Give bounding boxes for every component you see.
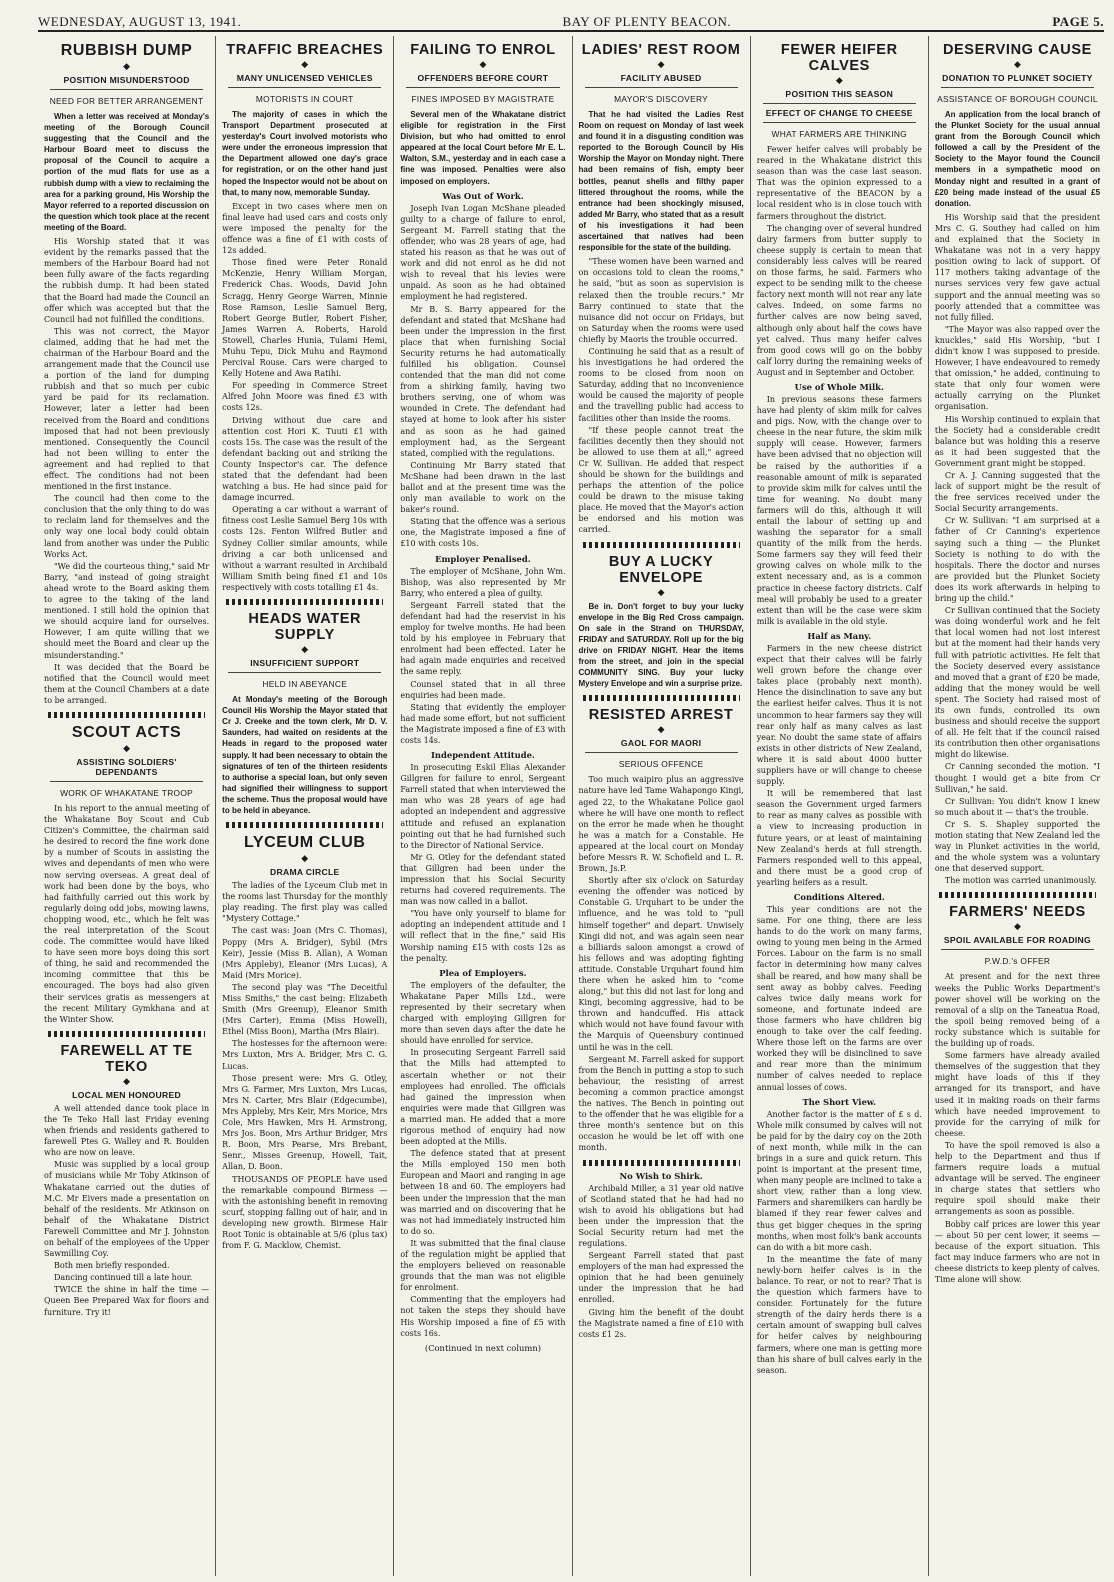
paragraph: "If these people cannot treat the facilities decently then they should not be allowed to use them at all," agreed Cr W. Sullivan. He added that respect should be shown for the buildings and perhaps the attention of the police could be drawn to the misuse taking place. He moved that the Mayor's action be endorsed and his motion was carried. (578, 425, 744, 535)
paragraph: "You have only yourself to blame for adopting an independent attitude and I will reflect that in the fine," said His Worship naming £15 with costs 12s as the penalty. (400, 909, 566, 963)
section-title: Conditions Altered. (793, 892, 885, 902)
paragraph: Too much waipiro plus an aggressive nature have led Tame Wahapongo Kingi, aged 22, to the Whakatane Police gaol where he will have one month to reflect on the error he made when he thought he was a match for a Constable. He appeared at the local court on Monday before Messrs R. W. Schofield and L. R. Brown, Js.P. (578, 775, 744, 874)
subheadline: ASSISTING SOLDIERS' DEPENDANTS (76, 756, 177, 777)
paragraph: The ladies of the Lyceum Club met in the rooms last Thursday for the monthly play reading. The first play was called "Mystery Cottage." (222, 881, 388, 924)
masthead (38, 4, 1104, 32)
paragraph: This year conditions are not the same. For one thing, there are less hands to do the work on many farms, owing to young men being in the Armed Forces. Labour on the farm is no small factor in determining how many calves shall be reared, and how many shall be sent away as bobby calves. Feeding calves twice daily means work for someone, and fortunate indeed are those farmers who have children big enough to take over the calf feeding. Where those left on the farms are over worked they will be disinclined to save and rear more than the minimum number of calves needed to replace annual losses of cows. (756, 905, 922, 1092)
column-3 (394, 36, 572, 1576)
paragraph: Continuing he said that as a result of his investigations he had ordered the rooms to be closed from noon on Saturday, adding that no inconvenience would be caused the majority of people and the travelling public had access to facilities other than inside the rooms. (578, 346, 744, 423)
article (44, 712, 209, 1025)
headline-dash: ◆ (123, 743, 131, 754)
paragraph: It was decided that the Board be notified that the Council would meet them at the Council Chambers at a date to be arranged. (44, 662, 210, 705)
paragraph: Commenting that the employers had not taken the steps they should have His Worship imposed a fine of £5 with costs 16s. (400, 1295, 566, 1338)
paragraph: To have the spoil removed is also a help to the Department and thus if farmers require loads a mutual advantage will be served. The engineer in charge states that settlers who require spoil should make their arrangements as soon as possible. (934, 1140, 1101, 1217)
paragraph: Cr Sullivan continued that the Society was doing wonderful work and he felt that local women had not lost interest but at the moment had their hands very full with patriotic activities. He felt that the Society deserved every assistance and moved that a grant of £20 be made, adding that the money would be well spent. The Society had raised most of its own funds, controlled its own business and should receive the support of all. He felt that if the council raised its contribution then other organisations might do likewise. (934, 606, 1101, 760)
deck: FINES IMPOSED BY MAGISTRATE (411, 94, 555, 104)
issue-date: WEDNESDAY, AUGUST 13, 1941. (38, 14, 242, 29)
section-divider (226, 599, 383, 605)
column-4 (573, 36, 751, 1576)
section-title: Half as Many. (807, 630, 872, 641)
paragraph: It will be remembered that last season the Government urged farmers to rear as many calves as possible with a view to increasing production in future years, or at least of maintaining New Zealand's herds at full strength. Farmers responded well to this appeal, and there must be a good crop of yearling heifers as a result. (756, 789, 922, 887)
article (222, 42, 387, 593)
headline: RUBBISH DUMP (60, 42, 193, 59)
rule (406, 87, 559, 88)
paragraph: Cr S. S. Shapley supported the motion stating that New Zealand led the way in Plunket activities in the world, and the whole system was a voluntary one that deserved support. (934, 819, 1101, 874)
paragraph: Driving without due care and attention cost Hori K. Tuuti £1 with costs 15s. The case was the result of the defendant backing out and striking the County Inspector's car. The defence stated that the defendant had been watching a bus. He had since paid for damage incurred. (222, 415, 388, 503)
headline: FARMERS' NEEDS (949, 904, 1086, 921)
section-divider (583, 542, 740, 548)
article (579, 1160, 744, 1340)
section-title: No Wish to Shirk. (619, 1170, 703, 1181)
subheadline: SPOIL AVAILABLE FOR ROADING (943, 935, 1092, 946)
deck: HELD IN ABEYANCE (262, 679, 348, 690)
paragraph: Farmers in the new cheese district expect that their calves will be fairly well grown before the change over takes place (probably next month). Hence the disinclination to save any but the earliest heifer calves. Thus it is not uncommon to hear farmers say they will rear only half as many calves as last year. No doubt the same state of affairs exists in other districts of New Zealand, where it is said about 4000 butter suppliers have or will change to cheese supply. (756, 643, 922, 787)
paragraph: Stating that evidently the employer had made some effort, but not sufficient the Magistrate imposed a fine of £3 with costs 14s. (400, 702, 566, 745)
paragraph: Except in two cases where men on final leave had used cars and costs only were imposed the penalty for the offence was a fine of £1 with costs of 12s added. (222, 201, 388, 256)
headline-dash: ◆ (301, 60, 309, 70)
subheadline: POSITION MISUNDERSTOOD (63, 75, 190, 85)
lead-paragraph: The majority of cases in which the Transport Department prosecuted at yesterday's Court involved motorists who were under the erroneous impression that the Department allowed one day's grace for registration, or on the other hand just hoped the Inspector would not be about on that, to many now, memorable Sunday. (222, 110, 388, 197)
section-divider (583, 695, 740, 701)
paragraph: Operating a car without a warrant of fitness cost Leslie Samuel Berg 10s with costs 12s. Fenton Wilfred Butler and Sydney Collier similar amounts, while driving a car both unlicensed and without a warrant resulted in Archibald William Smith being fined £1 and 10s respectively with costs totalling £1 4s. (222, 505, 388, 592)
article (579, 695, 744, 1153)
headline: SCOUT ACTS (71, 723, 182, 741)
section-title: Use of Whole Milk. (794, 381, 884, 392)
column-6 (929, 36, 1106, 1576)
subheadline: DONATION TO PLUNKET SOCIETY (942, 73, 1093, 83)
deck: NEED FOR BETTER ARRANGEMENT (49, 96, 204, 106)
headline-dash: ◆ (1013, 922, 1021, 933)
headline-dash: ◆ (123, 1076, 131, 1087)
page-number: PAGE 5. (1052, 14, 1104, 29)
headline: HEADS WATER SUPPLY (248, 611, 362, 644)
article (757, 42, 922, 1376)
section-title: Plea of Employers. (439, 967, 527, 978)
paragraph: In prosecuting Sergeant Farrell said that the Mills had attempted to ascertain whether or not their employees had enrolled. The officials had gained the impression when enquiries were made that Gillgren was a married man. He added that a more rigorous method of enquiry had now been adopted at the Mills. (400, 1048, 566, 1147)
headline: FAILING TO ENROL (410, 42, 556, 58)
paragraph: Another factor is the matter of £ s d. Whole milk consumed by calves will not be paid for by the dairy coy on the 20th of next month, while milk in the can brings in a sure and quick return. This point is important at the present time, when many people are inclined to take a short view, rather than a long view. Farmers and sharemilkers can hardly be blamed if they rear fewer calves and thus get bigger cheques in the spring months, when most folk's bank accounts can do with a bit more cash. (756, 1109, 922, 1252)
paragraph: In prosecuting Eskil Elias Alexander Gillgren for failure to enrol, Sergeant Farrell stated that when interviewed the man who was 28 years of age had adopted an independent and aggressive attitude and refused an explanation pointing out that he had furnished such to the Director of National Service. (400, 763, 566, 850)
article (579, 42, 744, 536)
rule (50, 89, 203, 90)
headline-dash: ◆ (301, 645, 309, 656)
paragraph: Bobby calf prices are lower this year — about 50 per cent lower, it seems — because of the export situation. This fact may induce farmers who are not in cheese districts to keep plenty of calves. Time alone will show. (934, 1219, 1101, 1284)
deck: P.W.D.'s OFFER (984, 956, 1051, 967)
deck: WHAT FARMERS ARE THINKING (771, 129, 907, 139)
subheadline: FACILITY ABUSED (620, 73, 702, 83)
paragraph: At present and for the next three weeks the Public Works Department's power shovel will be working on the removal of a slip on the Taneatua Road, the spoil being removed being of a rocky substance which is suitable for the building up of roads. (934, 972, 1101, 1049)
paragraph: Those fined were Peter Ronald McKenzie, Henry William Morgan, Frederick Chas. Woods, David John Scragg, Henry George Warren, Minnie Rose Ramson, Leslie Samuel Berg, Robert George Butler, Robert Fisher, James Warren A. Roberts, Harold Stowell, Charles Hunia, Tulami Hemi, Muhu Tepu, Dick Muhu and Raymond Percival Rouse. Cars were charged to Kelly Hotene and Awa Ratihi. (222, 258, 388, 379)
paragraph: Fewer heifer calves will probably be reared in the Whakatane district this season than was the case last season. That was the opinion expressed to a representative of the BEACON by a local resident who is in close touch with farmers throughout the district. (756, 145, 922, 221)
paragraph: The cast was: Joan (Mrs C. Thomas), Poppy (Mrs A. Bridger), Sybil (Mrs Keir), Jessie (Miss B. Allan), A Woman (Mrs Appleby), Eleanor (Mrs Lucas), A Maid (Mrs Morice). (222, 926, 388, 980)
section-divider (48, 1031, 205, 1037)
paragraph: A well attended dance took place in the Te Teko Hall last Friday evening when friends and residents gathered to farewell Ptes G. Walley and R. Boulden who are now on leave. (44, 1103, 210, 1158)
article (935, 42, 1100, 886)
paragraph: The hostesses for the afternoon were: Mrs Luxton, Mrs A. Bridger, Mrs C. G. Lucas. (222, 1039, 388, 1071)
deck: WORK OF WHAKATANE TROOP (60, 787, 194, 798)
paragraph: Archibald Miller, a 31 year old native of Scotland stated that he had had no wish to avoid his obligations but had been under the impression that the Social Security return had met the regulations. (578, 1183, 744, 1248)
paragraph: The second play was "The Deceitful Miss Smiths," the cast being: Elizabeth Smith (Mrs Greenup), Eleanor Smith (Mrs Carter), Emma (Miss Howell), Ethel (Miss Boon), Martha (Mrs Blair). (222, 982, 388, 1037)
headline-dash: ◆ (301, 854, 309, 865)
headline-dash: ◆ (657, 587, 665, 598)
lead-paragraph: Several men of the Whakatane district eligible for registration in the First Division, but who had omitted to enrol appeared at the local Court before Mr E. L. Walton, S.M., yesterday and in each case a fine was imposed. Penalties were also imposed on employers. (400, 110, 566, 186)
headline-dash: ◆ (1013, 60, 1021, 70)
headline: DESERVING CAUSE (942, 42, 1092, 58)
headline-dash: ◆ (479, 60, 487, 70)
headline: LADIES' REST ROOM (581, 42, 741, 58)
paragraph: His Worship stated that it was evident by the remarks passed that the members of the Harbour Board had not been fully aware of the facts regarding the rubbish dump. It had been stated that the Board had made the Council an offer which was accepted but that the Council had not fulfilled the conditions. (44, 237, 210, 324)
paragraph: The defence stated that at present the Mills employed 150 men both European and Maori and ranging in age between 18 and 60. The employers had been under the impression that the man was married and on discovering that he was not had immediately instructed him to do so. (400, 1149, 566, 1236)
rule (228, 87, 381, 88)
paragraph: Mr B. S. Barry appeared for the defendant and stated that McShane had been under the impression in the first place that when furnishing Social Security returns he had automatically fulfilled his obligation. Counsel contended that the man did not come from a shirking family, having two brothers serving, one of whom was wounded in Crete. The defendant had stayed at home to look after his sister and as soon as he had gained employment had, as the Sergeant stated, complied with the regulations. (400, 304, 566, 458)
section-divider (583, 1160, 740, 1166)
section-title: The Short View. (802, 1096, 877, 1107)
paragraph: Cr A. J. Canning suggested that the lack of support might be the result of the free services received under the Social Security arrangements. (934, 471, 1101, 514)
headline: FEWER HEIFER CALVES (780, 42, 898, 74)
paragraph: Some farmers have already availed themselves of the suggestion that they might have loads of this if they arranged for its transport, and have used it in making roads on their farms which have needed improvement to provide for the carrying of milk for cheese. (934, 1051, 1101, 1138)
paragraph: TWICE the shine in half the time — Queen Bee Prepared Wax for floors and furniture. Try it! (44, 1285, 210, 1317)
headline: BUY A LUCKY ENVELOPE (608, 553, 714, 586)
paragraph: The changing over of several hundred dairy farmers from butter supply to cheese supply is certain to mean that considerably less calves will be reared on those farms, he said. Farmers who expect to be sending milk to the cheese factory next month will not rear any late calves. Indeed, on some farms no further calves are now being saved, although only about half the cows have yet calved. Thus many heifer calves from good cows will go on the bobby calf lorry during the remaining weeks of August and in September and October. (756, 223, 922, 377)
paragraph: Cr Sullivan: You didn't know I knew so much about it — that's the trouble. (934, 796, 1101, 817)
paragraph: Counsel stated that in all three enquiries had been made. (400, 679, 566, 700)
deck: SERIOUS OFFENCE (618, 759, 704, 770)
paragraph: Cr Canning seconded the motion. "I thought I would get a bite from Cr Sullivan," he said. (934, 762, 1101, 794)
paragraph: His Worship said that the president Mrs C. G. Southey had called on him and explained that the Society in Whakatane was not in a very happy position owing to lack of support. Of 117 mothers taking advantage of the nurses services very few gave actual support and the annual meeting was so poorly attended that a committee was not fully filled. (934, 212, 1101, 322)
paragraph: THOUSANDS OF PEOPLE have used the remarkable compound Birmess — with the astonishing benefit in removing scurf, stopping falling out of hair, and in developing new growth. Birmese Hair Root Tonic is obtainable at 5/6 (plus tax) from F. G. Macklow, Chemist. (222, 1174, 388, 1251)
paragraph: Giving him the benefit of the doubt the Magistrate named a fine of £10 with costs £1 2s. (578, 1307, 744, 1339)
article (222, 822, 387, 1251)
paragraph: Sergeant Farrell stated that past employers of the man had expressed the opinion that he had been genuinely under the impression that he had enrolled. (578, 1251, 744, 1305)
headline: FAREWELL AT TE TEKO (60, 1042, 193, 1075)
lead-paragraph: That he had visited the Ladies Rest Room on request on Monday of last week and found it in a disgusting condition was reported to the Borough Council by His Worship the Mayor on Monday night. There had been remains of fish, empty beer bottles, peanut shells and filthy paper littered throughout the rooms, while the entrance had been shockingly misused, added Mr Barry, who stated that as a result of his investigations it had been ascertained that natives had been responsible for the state of the building. (578, 110, 744, 253)
rule (763, 103, 916, 104)
article (44, 1031, 209, 1318)
continued-note: (Continued in next column) (424, 1342, 542, 1353)
article (400, 42, 565, 1353)
paper-name: BAY OF PLENTY BEACON. (562, 14, 732, 29)
paragraph: Sergeant M. Farrell asked for support from the Bench in putting a stop to such behaviour, the resisting of arrest becoming a common practice amongst the natives. The Bench in pointing out to the offender that he was eligible for a three month's sentence but on this occasion he would be let off with one month. (578, 1054, 744, 1153)
rule (585, 87, 738, 88)
subheadline: INSUFFICIENT SUPPORT (250, 658, 360, 669)
paragraph: Joseph Ivan Logan McShane pleaded guilty to a charge of failure to enrol, Sergeant M. Farrell stating that the offender, who was 28 years of age, had stated his reason as that he was out of work and did not enrol as he did not wish to reveal that his levies were unpaid. As soon as he had obtained employment he had registered. (400, 203, 566, 302)
paragraph: "The Mayor was also rapped over the knuckles," said His Worship, "but I didn't know I was supposed to preside. However, I have endeavoured to remedy that omission," he added, continuing to state that only four women were actually carrying on the Plunket organisation. (934, 324, 1101, 412)
article (222, 599, 387, 816)
rule (585, 752, 738, 753)
rule (228, 672, 381, 673)
headline-dash: ◆ (835, 76, 843, 86)
subheadline: OFFENDERS BEFORE COURT (417, 73, 549, 83)
deck: MAYOR'S DISCOVERY (614, 94, 709, 104)
paragraph: For speeding in Commerce Street Alfred John Moore was fined £3 with costs 12s. (222, 381, 388, 413)
headline-dash: ◆ (123, 62, 131, 72)
article (579, 542, 744, 690)
article (44, 42, 209, 706)
paragraph: Continuing Mr Barry stated that McShane had been drawn in the last ballot and at the present time was the only man available to work on the baker's round. (400, 460, 566, 515)
paragraph: "These women have been warned and on occasions told to clean the rooms," he said, "but as soon as supervision is relaxed then the trouble recurs." Mr Barry continued to state that the nuisance did not occur on Fridays, but on Saturday when the rooms were used chiefly by Maoris the trouble occurred. (578, 257, 744, 344)
paragraph: Mr G. Otley for the defendant stated that Gillgren had been under the impression that his Social Security returns had covered requirements. The man was now called in a ballot. (400, 852, 566, 907)
deck: MOTORISTS IN COURT (255, 94, 354, 104)
paragraph: The motion was carried unanimously. (944, 876, 1097, 886)
subheadline: LOCAL MEN HONOURED (72, 1089, 181, 1100)
paragraph: In previous seasons these farmers have had plenty of skim milk for calves and pigs. Now, with the change over to cheese in the near future, the skim milk supply will cease. However, farmers have been advised that no objection will be raised by the authorities if a reasonable amount of milk is separated to provide skim milk for calves until the time for weaning. No doubt many farmers will do this, although it will entail the labour of setting up and washing the separator for a small quantity of the milk from the herds. Some farmers say they will feed their growing calves on whole milk to the extent necessary and, as is a common practice in cheese factory districts. Calf meal will probably be used to a greater extent than will be the case were skim milk is available in the old style. (756, 394, 922, 626)
headline-dash: ◆ (657, 725, 665, 736)
subheadline: POSITION THIS SEASON (785, 89, 894, 99)
paragraph: Both men briefly responded. (54, 1261, 170, 1271)
headline: TRAFFIC BREACHES (226, 42, 384, 58)
rule (50, 781, 203, 782)
paragraph: Sergeant Farrell stated that the defendant had had the reservist in his employ for twelve months. He had been told by his employee in February that enrolment had been effected. Later he had again made enquiries and received the same reply. (400, 600, 566, 677)
lead-paragraph: Be in. Don't forget to buy your lucky envelope in the Big Red Cross campaign. On sale in the Strand on THURSDAY, FRIDAY and SATURDAY. Roll up for the big drive on FRIDAY NIGHT. Hear the items from the street, and join in the special COMMUNITY SING. Buy your lucky Mystery Envelope and win a surprise prize. (578, 601, 744, 689)
section-title: Independent Attitude. (431, 750, 535, 761)
headline: RESISTED ARREST (588, 707, 734, 724)
paragraph: His Worship continued to explain that the Society had a considerable credit balance but was holding this a reserve as it had been suggested that the Government grant might be stopped. (934, 414, 1101, 468)
lead-paragraph: When a letter was received at Monday's meeting of the Borough Council suggesting that the Council and the Harbour Board meet to discuss the proposal of the Council to acquire a portion of the mud flats for use as a rubbish dump with a view to reclaiming the area for a parking ground, His Worship the Mayor referred to a reported discussion on the question which took place at the recent meeting of the Board. (44, 112, 210, 232)
section-title: Employer Penalised. (435, 553, 531, 564)
paragraph: The council had then come to the conclusion that the only thing to do was to reclaim land for themselves and the only way one local body could obtain land from another was under the Public Works Act. (44, 494, 210, 559)
section-divider (226, 822, 383, 828)
column-1 (38, 36, 216, 1576)
lead-paragraph: At Monday's meeting of the Borough Council His Worship the Mayor stated that Cr J. Creeke and the town clerk, Mr D. V. Saunders, had waited on residents at the Heads in regard to the proposed water supply. It had been necessary to obtain the signatures of ten of the thirteen residents to authorise a special loan, but only seven had signified their willingness to support the scheme. Thus the proposal would have to be held in abeyance. (222, 695, 388, 815)
subheadline: GAOL FOR MAORI (620, 738, 702, 749)
subheadline: DRAMA CIRCLE (269, 867, 340, 878)
section-divider (48, 712, 205, 718)
column-5 (751, 36, 929, 1576)
headline-dash: ◆ (657, 60, 665, 70)
paragraph: This was not correct, the Mayor claimed, adding that he had met the chairman of the Harbour Board and the arrangement made that the Council use a portion of the land for dumping rubbish and that so much per cubic yard be paid for its reclamation. However, later a letter had been received from the Board and conditions imposed that had not been previously mentioned. Consequently the Council had not been willing to enter the agreement and had replied to that effect. The conditions had not been mentioned in the first instance. (44, 326, 210, 492)
headline: LYCEUM CLUB (243, 834, 366, 852)
paragraph: Cr W. Sullivan: "I am surprised at a father of Cr Canning's experience saying such a thing — the Plunket Society is nothing to do with the hospitals. There the doctor and nurses are provided but the Plunket Society does its work afterwards in helping to bring up the child." (934, 516, 1101, 604)
paragraph: Those present were: Mrs G. Otley, Mrs G. Farmer, Mrs Luxton, Mrs Lucas, Mrs N. Carter, Mrs Blair (Edgecumbe), Mrs Appleby, Mrs Keir, Mrs Morice, Mrs Cole, Mrs Hawken, Mrs H. Armstrong, Mrs Jos. Boon, Mrs Arthur Bridger, Mrs R. Boon, Mrs Pearse, Mrs Brebant, Senr., Misses Greenup, Howell, Tait, Allan, D. Boon. (222, 1073, 388, 1172)
paragraph: In his report to the annual meeting of the Whakatane Boy Scout and Cub Citizen's Committee, the chairman said he desired to record the fine work done by a number of Scouts in assisting the wives and dependants of men who were now serving overseas. A great deal of work had been done by the boys, who had faithfully carried out this work by regularly doing odd jobs, mowing lawns, chopping wood, etc., which he felt was the real interpretation of the Scout code. The committee would have liked to have seen more boys doing this sort of thing, he said and recommended the incoming committee that this be encouraged. The boys had also given their services gratis as messengers at the recent Military Gymkhana and at the Winter Show. (44, 803, 210, 1024)
paragraph: In the meantime the fate of many newly-born heifer calves is in the balance. To rear, or not to rear? That is the question which farmers have to consider. Fortunately for the future strength of the dairy herds there is a certain amount of swapping bull calves for heifer calves by neighbouring farmers, where one man is getting more than his share of bull calves early in the season. (756, 1254, 922, 1375)
deck: ASSISTANCE OF BOROUGH COUNCIL (937, 94, 1098, 104)
rule (763, 122, 916, 123)
paragraph: "We did the courteous thing," said Mr Barry, "and instead of going straight ahead wrote to the Board asking them to agree to the taking of the land mentioned. I still hold the opinion that we should acquire land for ourselves. However, I am quite willing that we should meet the Board and clear up the misunderstanding." (44, 561, 210, 660)
rule (941, 949, 1094, 950)
lead-paragraph: An application from the local branch of the Plunket Society for the usual annual grant from the Borough Council which followed a call by the President of the Society to the Mayor found the Council members in a sympathetic mood on Monday night and resulted in a grant of £20 being made instead of the usual £5 donation. (934, 110, 1101, 208)
column-2 (216, 36, 394, 1576)
paragraph: Music was supplied by a local group of musicians while Mr Toby Atkinson of Whakatane carried out the duties of M.C. Mr Eivers made a presentation on behalf of the residents. Mr Atkinson on behalf of the Whakatane District Farewell Committee and Mr J. Johnston on behalf of the employees of the Upper Sawmilling Coy. (44, 1160, 210, 1259)
article (935, 892, 1100, 1285)
paragraph: Dancing continued till a late hour. (54, 1273, 193, 1283)
section-title: Was Out of Work. (442, 190, 524, 201)
paragraph: It was submitted that the final clause of the regulation might be applied that the employers believed on reasonable grounds that the man was not eligible for enrolment. (400, 1238, 566, 1293)
paragraph: Stating that the offence was a serious one, the Magistrate imposed a fine of £10 with costs 10s. (400, 517, 566, 549)
section-divider (939, 892, 1096, 898)
subheadline: MANY UNLICENSED VEHICLES (236, 73, 373, 83)
paragraph: The employer of McShane, John Wm. Bishop, was also represented by Mr Barry, who entered a plea of guilty. (400, 566, 566, 598)
rule (941, 87, 1094, 88)
paragraph: Shortly after six o'clock on Saturday evening the offender was noticed by Constable G. Urquhart to be under the influence, and he was told to "pull himself together" and depart. Unwisely Kingi did not, and was again seen near a billiards saloon amongst a crowd of his fellows and was adopting fighting attitude. Constable Urquhart found him there when he asked him to "come along," but this did not last for long and Kingi, becoming aggressive, had to be thrown and handcuffed. His attack which would not have found favour with the Marquis of Queensbury continued until he was in the cell. (578, 876, 744, 1052)
paragraph: The employers of the defaulter, the Whakatane Paper Mills Ltd., were represented by their secretary when charged with employing Gillgren for more than seven days after the date he should have enrolled for service. (400, 980, 566, 1046)
newspaper-columns (38, 36, 1106, 1576)
subheadline: EFFECT OF CHANGE TO CHEESE (765, 108, 913, 118)
